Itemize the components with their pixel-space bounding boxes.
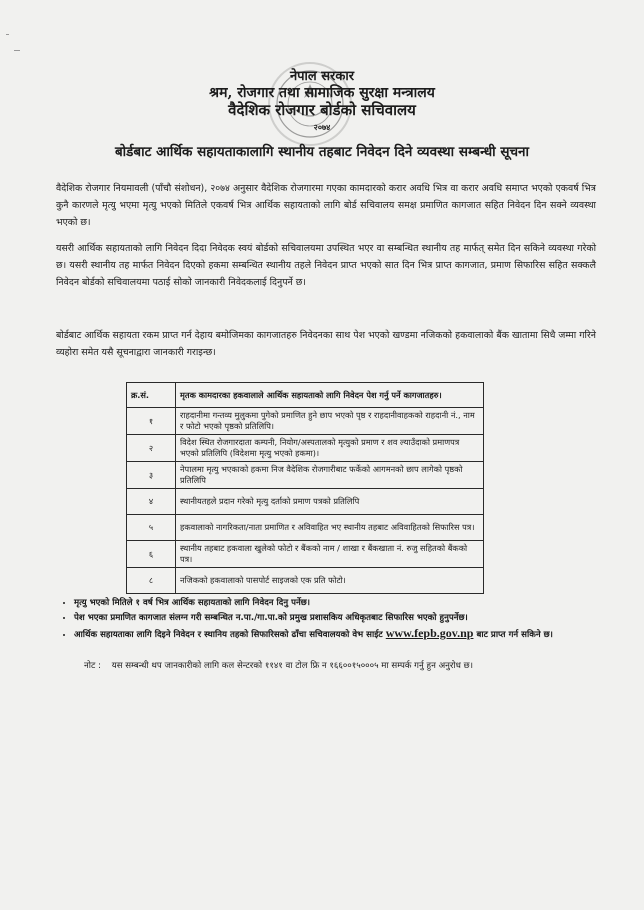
table-cell-document: नेपालमा मृत्यु भएकाको हकमा निज वैदेशिक रोजगारीबाट फर्केको आगमनको छाप लागेको पृष्ठको प्रतिलिपि <box>176 462 484 489</box>
letterhead-year: २०७४ <box>313 122 331 132</box>
table-cell-document: राहदानीमा गन्तव्य मुलुकमा पुगेको प्रमाणित हुने छाप भएको पृष्ठ र राहदानीवाहकको राहदानी नं., नाम र फोटो भएको पृष्ठको प्रतिलिपि। <box>176 408 484 435</box>
table-cell-serial: २ <box>127 435 176 462</box>
table-cell-serial: ६ <box>127 541 176 568</box>
table-row <box>127 462 484 489</box>
scan-speck <box>14 50 20 51</box>
table-header-documents: मृतक कामदारका हकवालाले आर्थिक सहायताको लागि निवेदन पेश गर्नु पर्ने कागजातहरु। <box>176 383 484 408</box>
letterhead-government: नेपाल सरकार <box>289 69 355 84</box>
table-cell-serial: १ <box>127 408 176 435</box>
paragraph-3: बोर्डबाट आर्थिक सहायता रकम प्राप्त गर्न देहाय बमोजिमका कागजातहरु निवेदनका साथ पेश भएको खण्डमा नजिकको हकवालाको बैंक खातामा सिधै जम्मा गरिने व्यहोरा समेत यसै सूचनाद्वारा जानकारी गराइन्छ। <box>56 330 596 358</box>
footer-note <box>84 660 604 673</box>
letterhead-office: वैदेशिक रोजगार बोर्डको सचिवालय <box>228 101 416 119</box>
note-text: यस सम्बन्धी थप जानकारीको लागि कल सेन्टरको ११४१ वा टोल फ्रि न १६६००१५०००५ मा सम्पर्क गर्नु हुन अनुरोध छ। <box>111 661 473 671</box>
bullet-text: पेश भएका प्रमाणित कागजात संलग्न गरी सम्बन्धित न.पा./गा.पा.को प्रमुख प्रशासकिय अधिकृतबाट सिफारिस भएको हुनुपर्नेछ। <box>74 613 468 623</box>
scan-speck <box>6 34 9 35</box>
table-row <box>127 408 484 435</box>
bullet-text: मृत्यु भएको मितिले १ वर्ष भित्र आर्थिक सहायताको लागि निवेदन दिनु पर्नेछ। <box>74 598 311 608</box>
table-cell-document: विदेश स्थित रोजगारदाता कम्पनी, नियोग/अस्पतालको मृत्युको प्रमाण र शव ल्याउँदाको प्रमाणपत्र भएको प्रतिलिपि (विदेशमा मृत्यु भएको हकमा)। <box>176 435 484 462</box>
notice-title: बोर्डबाट आर्थिक सहायताकालागि स्थानीय तहबाट निवेदन दिने व्यवस्था सम्बन्धी सूचना <box>114 144 530 160</box>
table-cell-serial: ५ <box>127 515 176 541</box>
table-row <box>127 515 484 541</box>
table-header-serial: क्र.सं. <box>127 383 176 408</box>
website-link[interactable]: www.fepb.gov.np <box>385 626 474 640</box>
list-item <box>74 611 614 625</box>
table-header-row <box>127 383 484 408</box>
table-row <box>127 568 484 594</box>
table-cell-document: नजिकको हकवालाको पासपोर्ट साइजको एक प्रति फोटो। <box>176 568 484 594</box>
table-cell-document: स्थानीयतहले प्रदान गरेको मृत्यु दर्ताको प्रमाण पत्रको प्रतिलिपि <box>176 489 484 515</box>
paragraph-2: यसरी आर्थिक सहायताको लागि निवेदन दिदा निवेदक स्वयं बोर्डको सचिवालयमा उपस्थित भएर वा सम्बन्धित स्थानीय तह मार्फत् समेत दिन सकिने व्यवस्था गरेको छ। यसरी स्थानीय तह मार्फत निवेदन दिएको हकमा सम्बन्धित स्थानीय तहले निवेदन प्राप्त भएको सात दिन भित्र प्राप्त कागजात, प्रमाण सिफारिस सहित सक्कलै निवेदन बोर्डको सचिवालयमा पठाई सोको जानकारी निवेदकलाई दिनुपर्ने छ। <box>56 243 596 288</box>
table-cell-serial: ३ <box>127 462 176 489</box>
documents-table <box>126 382 484 594</box>
table-cell-serial: ४ <box>127 489 176 515</box>
bullet-text: आर्थिक सहायताका लागि दिइने निवेदन र स्थानिय तहको सिफारिसको ढाँचा सचिवालयको वेभ साईट <box>74 630 383 640</box>
paragraph-1: वैदेशिक रोजगार नियमावली (पाँचौ संशोधन), २०७४ अनुसार वैदेशिक रोजगारमा गएका कामदारको करार अवधि भित्र वा करार अवधि समाप्त भएको एकवर्ष भित्र कुनै कारणले मृत्यु भएमा मृत्यु भएको मितिले एकवर्ष भित्र आर्थिक सहायताको लागि बोर्ड सचिवालय समक्ष प्रमाणित कागजात सहित निवेदन दिन सक्ने व्यवस्था भएको छ। <box>56 183 596 228</box>
conditions-list <box>60 596 614 643</box>
table-row <box>127 489 484 515</box>
list-item <box>74 596 614 610</box>
bullet-text: बाट प्राप्त गर्न सकिने छ। <box>476 630 553 640</box>
table-cell-serial: ८ <box>127 568 176 594</box>
letterhead <box>0 68 644 132</box>
list-item <box>74 626 614 642</box>
note-label: नोट : <box>84 661 101 671</box>
table-row <box>127 435 484 462</box>
table-cell-document: स्थानीय तहबाट हकवाला खुलेको फोटो र बैंकको नाम / शाखा र बैंकखाता नं. रुजु सहितको बैंकको पत्र। <box>176 541 484 568</box>
table-cell-document: हकवालाको नागरिकता/नाता प्रमाणित र अविवाहित भए स्थानीय तहबाट अविवाहितको सिफारिस पत्र। <box>176 515 484 541</box>
letterhead-ministry: श्रम, रोजगार तथा सामाजिक सुरक्षा मन्त्रालय <box>209 85 435 101</box>
table-row <box>127 541 484 568</box>
